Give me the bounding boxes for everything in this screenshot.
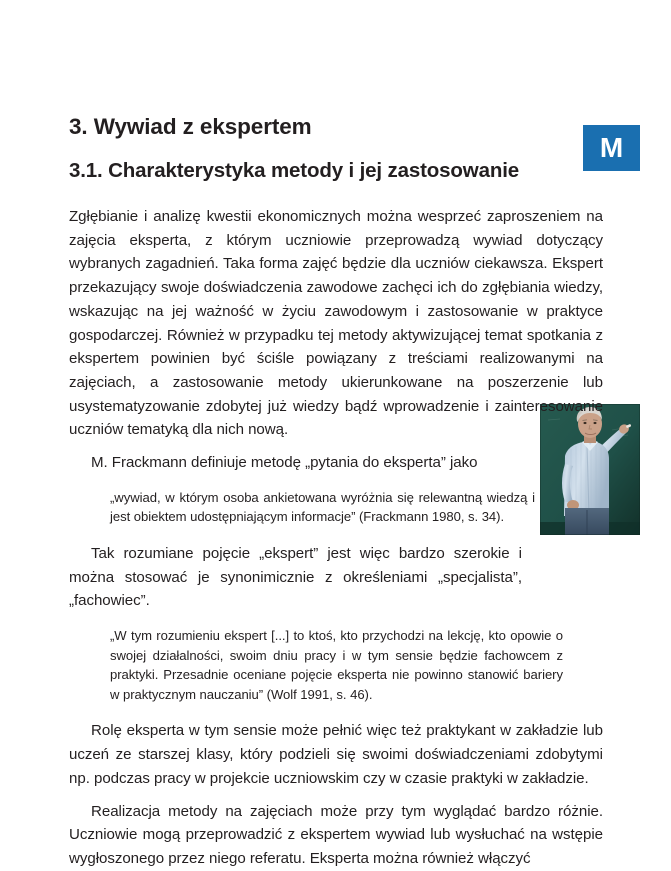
paragraph-frackmann-lead: M. Frackmann definiuje metodę „pytania do eksperta” jako (91, 454, 478, 472)
spacer (69, 704, 603, 719)
chapter-title: 3. Wywiad z ekspertem (69, 114, 312, 139)
paragraph-expert-definition: Tak rozumiane pojęcie „ekspert” jest więc bardzo szerokie i można stosować je synonimicznie z określeniami „specjalista”, „fachowiec”. (69, 544, 522, 610)
blockquote-text: „wywiad, w którym osoba ankietowana wyróżnia się relewantną wiedzą i jest obiektem udostępniającym informacje” (Frackmann 1980, s. 34). (110, 489, 535, 525)
blockquote-wolf (110, 626, 563, 704)
body-content (69, 205, 603, 871)
badge-letter: M (599, 132, 624, 163)
spacer (69, 442, 603, 451)
blockquote-text: „W tym rozumieniu ekspert [...] to ktoś, kto przychodzi na lekcję, kto opowie o swojej działalności, swoim dniu pracy i w tym sensie będzie fachowcem z praktyki. Przesadnie oceniane pojęcie eksperta nie powinno stanowić bariery w praktycznym nauczaniu” (Wolf 1991, s. 46). (110, 628, 563, 702)
spacer (69, 791, 603, 800)
method-marker-badge (583, 125, 640, 171)
spacer (69, 527, 603, 542)
paragraph-method-realisation: Realizacja metody na zajęciach może przy tym wyglądać bardzo różnie. Uczniowie mogą przeprowadzić z ekspertem wywiad lub wysłuchać na wstępie wygłoszonego przez niego referatu. Eksperta można również włączyć (69, 802, 603, 867)
spacer (69, 475, 603, 488)
page-heading-group (69, 114, 569, 183)
blockquote-frackmann (110, 488, 535, 527)
spacer (69, 613, 603, 626)
section-title: 3.1. Charakterystyka metody i jej zastosowanie (69, 159, 519, 183)
paragraph-intro: Zgłębianie i analizę kwestii ekonomicznych można wesprzeć zaproszeniem na zajęcia eksperta, z którym uczniowie przeprowadzą wywiad dotyczący wybranych zagadnień. Taka forma zajęć będzie dla uczniów ciekawsza. Ekspert przekazujący swoje doświadczenia zawodowe zachęci ich do zgłębiania wiedzy, wskazując na jej ważność w życiu zawodowym i zastosowanie w praktyce gospodarczej. Również w przypadku tej metody aktywizującej temat spotkania z ekspertem powinien być ściśle powiązany z treściami realizowanymi na zajęciach, a zastosowanie metody ukierunkowane na poszerzenie lub usystematyzowanie zdobytej już wiedzy bądź wprowadzenie i zainteresowanie uczniów tematyką dla nich nową. (69, 208, 603, 439)
paragraph-expert-role: Rolę eksperta w tym sensie może pełnić więc też praktykant w zakładzie lub uczeń ze starszej klasy, który podzieli się swoimi doświadczeniami zdobytymi np. podczas pracy w projekcie uczniowskim czy w czasie praktyki w zakładzie. (69, 722, 603, 787)
